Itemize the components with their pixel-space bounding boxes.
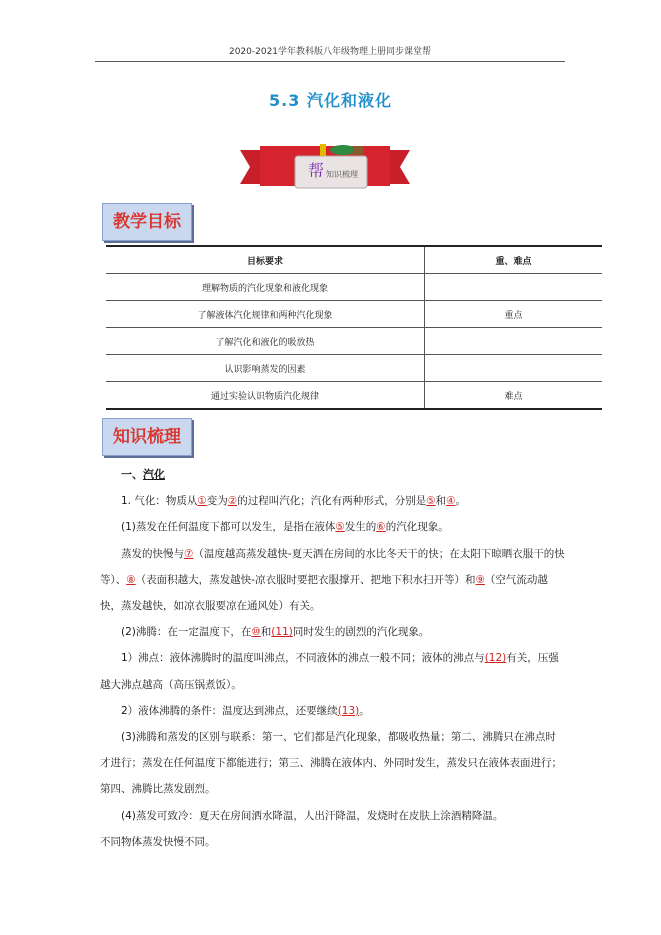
paragraph: 蒸发的快慢与⑦（温度越高蒸发越快-夏天洒在房间的水比冬天干的快；在太阳下晾晒衣服干的快等）、⑧（表面积越大，蒸发越快-凉衣服时要把衣服撑开、把地下积水扫开等）和⑨（空气流动越快，蒸发越快，如凉衣服要凉在通风处）有关。 [100,547,565,613]
answer-blank: ⑧ [126,573,136,586]
answer-blank: (13) [337,704,360,717]
table-row [106,274,602,301]
paragraph: (1)蒸发在任何温度下都可以发生，是指在液体⑤发生的⑥的汽化现象。 [121,521,449,534]
goal-cell: 通过实验认识物质汽化规律 [106,382,425,410]
paragraph: 2）液体沸腾的条件：温度达到沸点，还要继续(13)。 [121,704,370,717]
goals-table [106,245,602,410]
paragraph: 1）沸点：液体沸腾时的温度叫沸点，不同液体的沸点一般不同；液体的沸点与(12)有关，压强越大沸点越高（高压锅煮饭）。 [100,652,559,691]
table-row [106,328,602,355]
paragraph: 不同物体蒸发快慢不同。 [100,835,216,848]
column-header: 目标要求 [106,246,425,274]
paragraph: (3)沸腾和蒸发的区别与联系：第一、它们都是汽化现象，都吸收热量；第二、沸腾只在沸点时才进行；蒸发在任何温度下都能进行；第三、沸腾在液体内、外同时发生，蒸发只在液体表面进行；第四、沸腾比蒸发剧烈。 [100,731,562,796]
goals-table-header [106,246,602,274]
page-header: 2020-2021学年教科版八年级物理上册同步课堂帮 [228,47,432,57]
goal-cell: 了解液体汽化规律和两种汽化现象 [106,301,425,328]
banner-logo-char: 帮 [308,161,325,180]
difficulty-cell [425,274,603,301]
answer-blank: ④ [446,495,456,508]
difficulty-cell: 重点 [425,301,603,328]
goal-cell: 理解物质的汽化现象和液化现象 [106,274,425,301]
answer-blank: ⑤ [335,521,345,534]
difficulty-cell: 难点 [425,382,603,410]
section-title-goals: 教学目标 [113,212,181,232]
difficulty-cell [425,355,603,382]
answer-blank: ② [227,495,238,508]
answer-blank: ⑩ [251,626,261,639]
paragraph: (4)蒸发可致冷：夏天在房间洒水降温，人出汗降温，发烧时在皮肤上涂酒精降温。 [121,809,504,822]
answer-blank: ⑤ [426,495,436,508]
answer-blank: ① [197,495,207,508]
header-divider [95,61,565,62]
answer-blank: ⑨ [475,573,485,586]
paragraph: 1. 气化：物质从①变为②的过程叫汽化；汽化有两种形式，分别是⑤和④。 [121,495,467,508]
answer-blank: (11) [271,626,293,639]
table-row [106,382,602,410]
answer-blank: ⑥ [376,521,386,534]
answer-blank: (12) [484,652,507,665]
paragraph: (2)沸腾：在一定温度下，在⑩和(11)同时发生的剧烈的汽化现象。 [121,626,430,639]
subsection-heading: 一、汽化 [121,468,165,481]
column-header: 重、难点 [425,246,603,274]
table-row [106,355,602,382]
goal-cell: 了解汽化和液化的吸放热 [106,328,425,355]
table-row [106,301,602,328]
answer-blank: ⑦ [184,547,194,560]
goal-cell: 认识影响蒸发的因素 [106,355,425,382]
knowledge-content [100,462,565,855]
page-title: 5.3 汽化和液化 [269,91,392,110]
section-header-knowledge [102,418,192,456]
banner-label: 知识梳理 [326,170,358,179]
knowledge-banner-icon [240,140,410,192]
section-header-goals [102,203,192,241]
section-title-knowledge: 知识梳理 [113,427,181,447]
difficulty-cell [425,328,603,355]
